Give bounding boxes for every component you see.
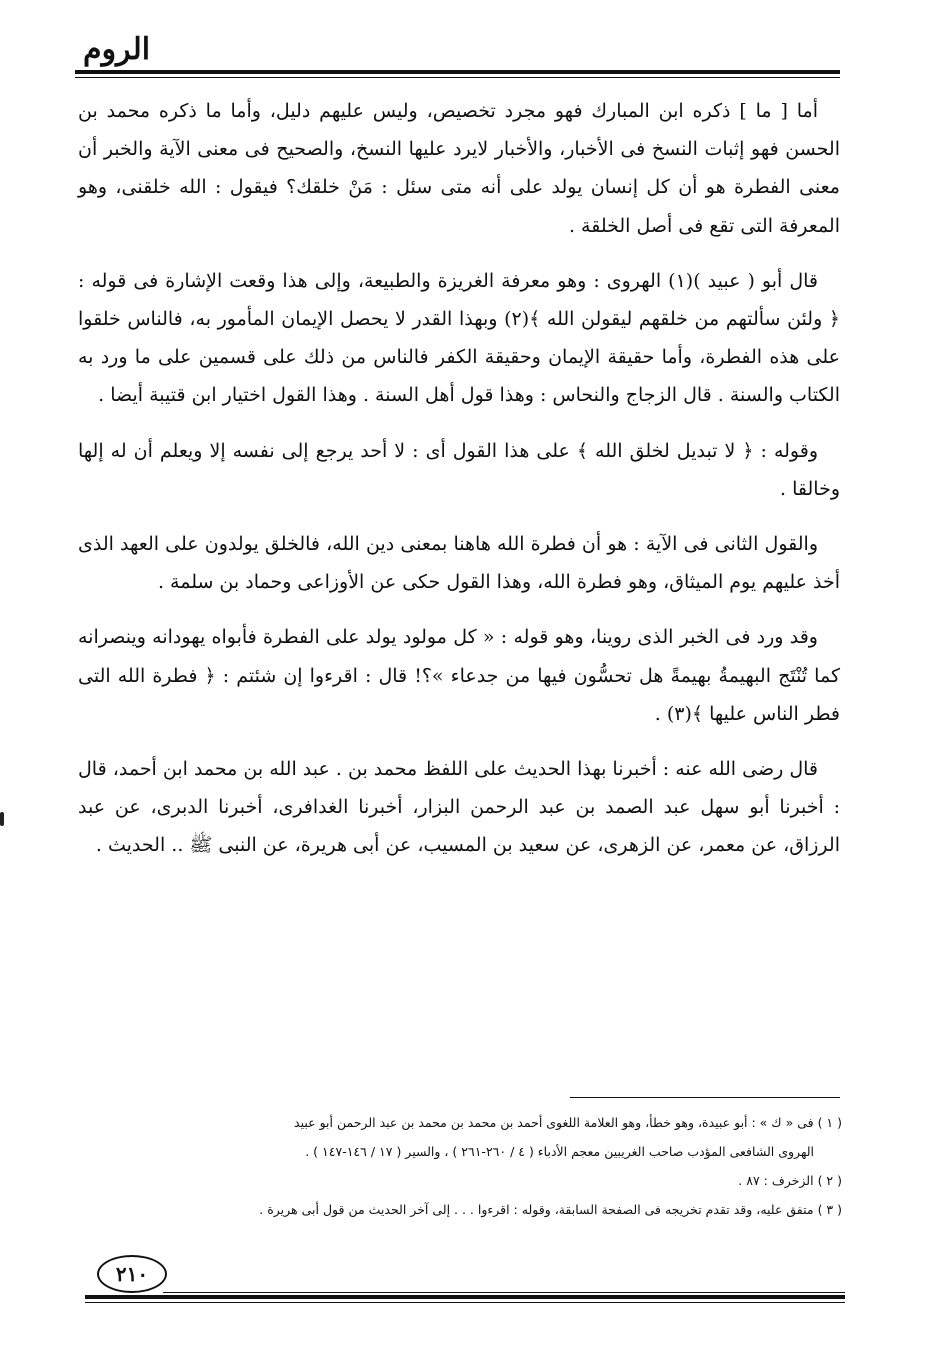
chapter-title: الروم [83,32,151,67]
header-rule-thick [75,70,840,74]
page-number: ٢١٠ [97,1255,167,1293]
footnote-3: ( ٣ ) متفق عليه، وقد تقدم تخريجه فى الصفحة السابقة، وقوله : اقرءوا . . . إلى آخر الحديث من قول أبى هريرة . [259,1202,842,1217]
scan-margin-mark [0,812,4,826]
page-header [75,28,840,88]
footer-rule-top [163,1292,845,1293]
footnote-separator [570,1097,840,1098]
paragraph-6: قال رضى الله عنه : أخبرنا بهذا الحديث على اللفظ محمد بن . عبد الله بن محمد ابن أحمد، قال : أخبرنا أبو سهل عبد الصمد بن عبد الرحمن البزار، أخبرنا الغدافرى، أخبرنا الدبرى، عن عبد الرزاق، عن معمر، عن الزهرى، عن سعيد بن المسيب، عن أبى هريرة، عن النبى ﷺ .. الحديث . [78,758,840,857]
footnote-2: ( ٢ ) الزخرف : ٨٧ . [738,1173,842,1188]
paragraph-1: أما [ ما ] ذكره ابن المبارك فهو مجرد تخصيص، وليس عليهم دليل، وأما ما ذكره محمد بن الحسن فهو إثبات النسخ فى الأخبار، والأخبار لايرد عليها النسخ، والصحيح فى معنى الآية والخبر أن معنى الفطرة هو أن كل إنسان يولد على أنه متى سئل : مَنْ خلقك؟ فيقول : الله خلقنى، وهو المعرفة التى تقع فى أصل الخلقة . [78,100,840,237]
footer-rule-thin [85,1302,845,1303]
header-rule-thin [75,77,840,78]
paragraph-5: وقد ورد فى الخبر الذى روينا، وهو قوله : « كل مولود يولد على الفطرة فأبواه يهودانه وينصرانه كما تُنْتَج البهيمةُ بهيمةً هل تحسُّون فيها من جدعاء »؟! قال : اقرءوا إن شئتم : ﴿ فطرة الله التى فطر الناس عليها ﴾(٣) . [78,626,840,725]
paragraph-2: قال أبو ( عبيد )(١) الهروى : وهو معرفة الغريزة والطبيعة، وإلى هذا وقعت الإشارة فى قوله : ﴿ ولئن سألتهم من خلقهم ليقولن الله ﴾(٢) وبهذا القدر لا يحصل الإيمان المأمور به، فالناس خلقوا على هذه الفطرة، وأما حقيقة الإيمان وحقيقة الكفر فالناس من ذلك على قسمين على ما ورد به الكتاب والسنة . قال الزجاج والنحاس : وهذا قول أهل السنة . وهذا القول اختيار ابن قتيبة أيضا . [78,269,841,407]
footnote-1: ( ١ ) فى « ك » : أبو عبيدة، وهو خطأ، وهو العلامة اللغوى أحمد بن محمد بن محمد بن عبد الرحمن أبو عبيد [294,1115,842,1130]
footnote-1-continuation: الهروى الشافعى المؤدب صاحب الغريبين معجم الأدباء ( ٤ / ٢٦٠-٢٦١ ) ، والسير ( ١٧ / ١٤٦-١٤٧ ) . [305,1144,814,1159]
main-text [78,92,840,882]
footnotes [82,1108,842,1224]
page-footer [85,1255,845,1315]
paragraph-3: وقوله : ﴿ لا تبديل لخلق الله ﴾ على هذا القول أى : لا أحد يرجع إلى نفسه إلا ويعلم أن له إلها وخالقا . [78,439,840,500]
footer-rule-thick [85,1295,845,1299]
paragraph-4: والقول الثانى فى الآية : هو أن فطرة الله هاهنا بمعنى دين الله، فالخلق يولدون على العهد الذى أخذ عليهم يوم الميثاق، وهو فطرة الله، وهذا القول حكى عن الأوزاعى وحماد بن سلمة . [78,533,840,594]
